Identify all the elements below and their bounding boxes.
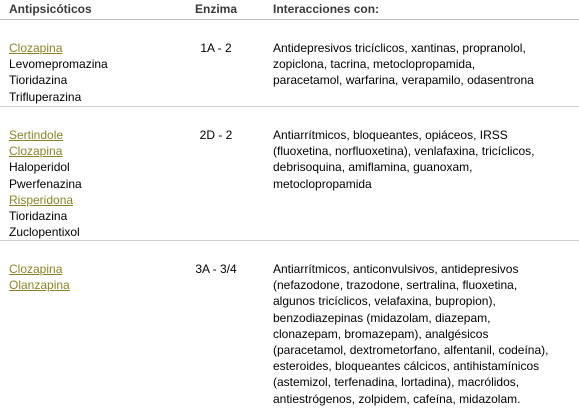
drug-name: Zuclopentixol [9,225,80,240]
drug-link-sertindole[interactable]: Sertindole [9,128,64,142]
drug-link-clozapina[interactable]: Clozapina [9,41,63,55]
enzyme-value: 1A - 2 [200,41,232,55]
header-antipsicoticos: Antipsicóticos [9,2,92,16]
drug-name: Haloperidol [9,160,70,175]
table-row [0,20,579,106]
drug-list [9,261,70,293]
drug-link-clozapina[interactable]: Clozapina [9,262,63,276]
drug-name: Tioridazina [9,209,68,224]
drug-link-clozapina[interactable]: Clozapina [9,144,63,159]
table-row [0,107,579,240]
header-enzima: Enzima [195,2,238,16]
drug-list [9,40,108,105]
header-interacciones: Interacciones con: [273,2,380,16]
enzyme-value: 2D - 2 [199,128,233,142]
drug-list [9,127,82,240]
interactions-text: Antiarrítmicos, bloqueantes, opiáceos, IRSS (fluoxetina, norfluoxetina), venlafaxina, tricíclicos, debrisoquina, amiflamina, guanoxam, metoclopropamida [273,128,535,191]
drug-name: Pwerfenazina [9,176,82,191]
drug-link-olanzapina[interactable]: Olanzapina [9,278,70,293]
interactions-text: Antiarrítmicos, anticonvulsivos, antidepresivos (nefazodone, trazodone, sertralina, fluoxetina, algunos tricíclicos, velafaxina, bupropion), benzodiazepinas (midazolam, diazepam, clonazepam, bromazepam), analgésicos (paracetamol, dextrometorfano, alfentanil, codeína), esteroides, bloqueantes cálcicos, antihistamínicos (astemizol, terfenadina, lortadina), macrólidos, antiestrógenos, zolpidem, cafeína, midazolam. [273,262,549,406]
table-row [0,241,579,412]
table-header [0,0,579,20]
interactions-text: Antidepresivos tricíclicos, xantinas, propranolol, zopiclona, tacrina, metoclopropamida, paracetamol, warfarina, verapamilo, odasentrona [273,41,534,88]
drug-name: Trifluperazina [9,89,82,104]
drug-link-risperidona[interactable]: Risperidona [9,192,74,207]
enzyme-value: 3A - 3/4 [195,262,237,276]
drug-name: Levomepromazina [9,57,108,72]
drug-name: Tioridazina [9,73,68,88]
